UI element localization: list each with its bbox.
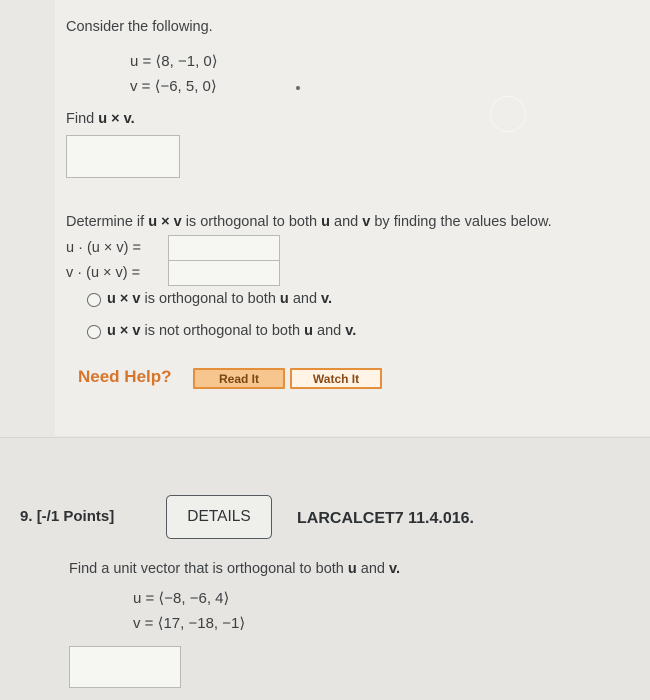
cross-product-answer-box[interactable] bbox=[66, 135, 180, 178]
determine-text bbox=[66, 214, 552, 230]
read-it-button[interactable]: Read It bbox=[193, 368, 285, 389]
prompt-part: and bbox=[360, 561, 385, 577]
determine-part: is orthogonal to both bbox=[185, 214, 318, 230]
glare-ring bbox=[490, 96, 526, 132]
unit-vector-prompt bbox=[69, 561, 400, 577]
determine-part: u bbox=[321, 214, 330, 230]
dot-u-label: u · (u × v) = bbox=[66, 240, 141, 256]
option1-part: u × v bbox=[107, 291, 141, 307]
details-button[interactable]: DETAILS bbox=[166, 495, 272, 539]
determine-part: Determine if bbox=[66, 214, 145, 230]
find-label: Find bbox=[66, 111, 95, 127]
option1-part: is orthogonal to both bbox=[144, 291, 276, 307]
need-help-label: Need Help? bbox=[78, 367, 172, 386]
dot-u-answer-box[interactable] bbox=[168, 235, 280, 261]
option2-part: v. bbox=[345, 323, 357, 339]
radio-not-orthogonal[interactable] bbox=[87, 325, 101, 339]
find-cross-text bbox=[66, 111, 135, 127]
question-number-points bbox=[20, 508, 114, 525]
v-vector-9: v = ⟨17, −18, −1⟩ bbox=[133, 615, 246, 632]
question-number: 9. bbox=[20, 508, 33, 525]
option1-part: and bbox=[292, 291, 318, 307]
option2-part: is not orthogonal to both bbox=[144, 323, 301, 339]
dot-v-answer-box[interactable] bbox=[168, 260, 280, 286]
option-orthogonal-text bbox=[107, 291, 332, 307]
option2-part: and bbox=[317, 323, 342, 339]
option2-part: u bbox=[304, 323, 313, 339]
u-vector: u = ⟨8, −1, 0⟩ bbox=[130, 53, 218, 70]
question-points: [-/1 Points] bbox=[36, 508, 115, 525]
option2-part: u × v bbox=[107, 323, 141, 339]
u-vector-9: u = ⟨−8, −6, 4⟩ bbox=[133, 590, 230, 607]
determine-part: v bbox=[362, 214, 371, 230]
intro-text: Consider the following. bbox=[66, 19, 213, 35]
find-expression: u × v. bbox=[98, 111, 135, 127]
stray-dot bbox=[296, 86, 300, 90]
source-label: LARCALCET7 11.4.016. bbox=[297, 510, 474, 527]
determine-part: and bbox=[334, 214, 359, 230]
option-not-orthogonal-text bbox=[107, 323, 356, 339]
option1-part: u bbox=[279, 291, 289, 307]
option1-part: v. bbox=[321, 291, 333, 307]
determine-part: by finding the values below. bbox=[374, 214, 552, 230]
unit-vector-answer-box[interactable] bbox=[69, 646, 181, 688]
determine-part: u × v bbox=[148, 214, 182, 230]
watch-it-button[interactable]: Watch It bbox=[290, 368, 382, 389]
prompt-part: u bbox=[347, 561, 357, 577]
v-vector: v = ⟨−6, 5, 0⟩ bbox=[130, 78, 217, 95]
dot-v-label: v · (u × v) = bbox=[66, 265, 141, 281]
radio-orthogonal[interactable] bbox=[87, 293, 101, 307]
prompt-part: Find a unit vector that is orthogonal to both bbox=[69, 561, 344, 577]
prompt-part: v. bbox=[389, 561, 401, 577]
